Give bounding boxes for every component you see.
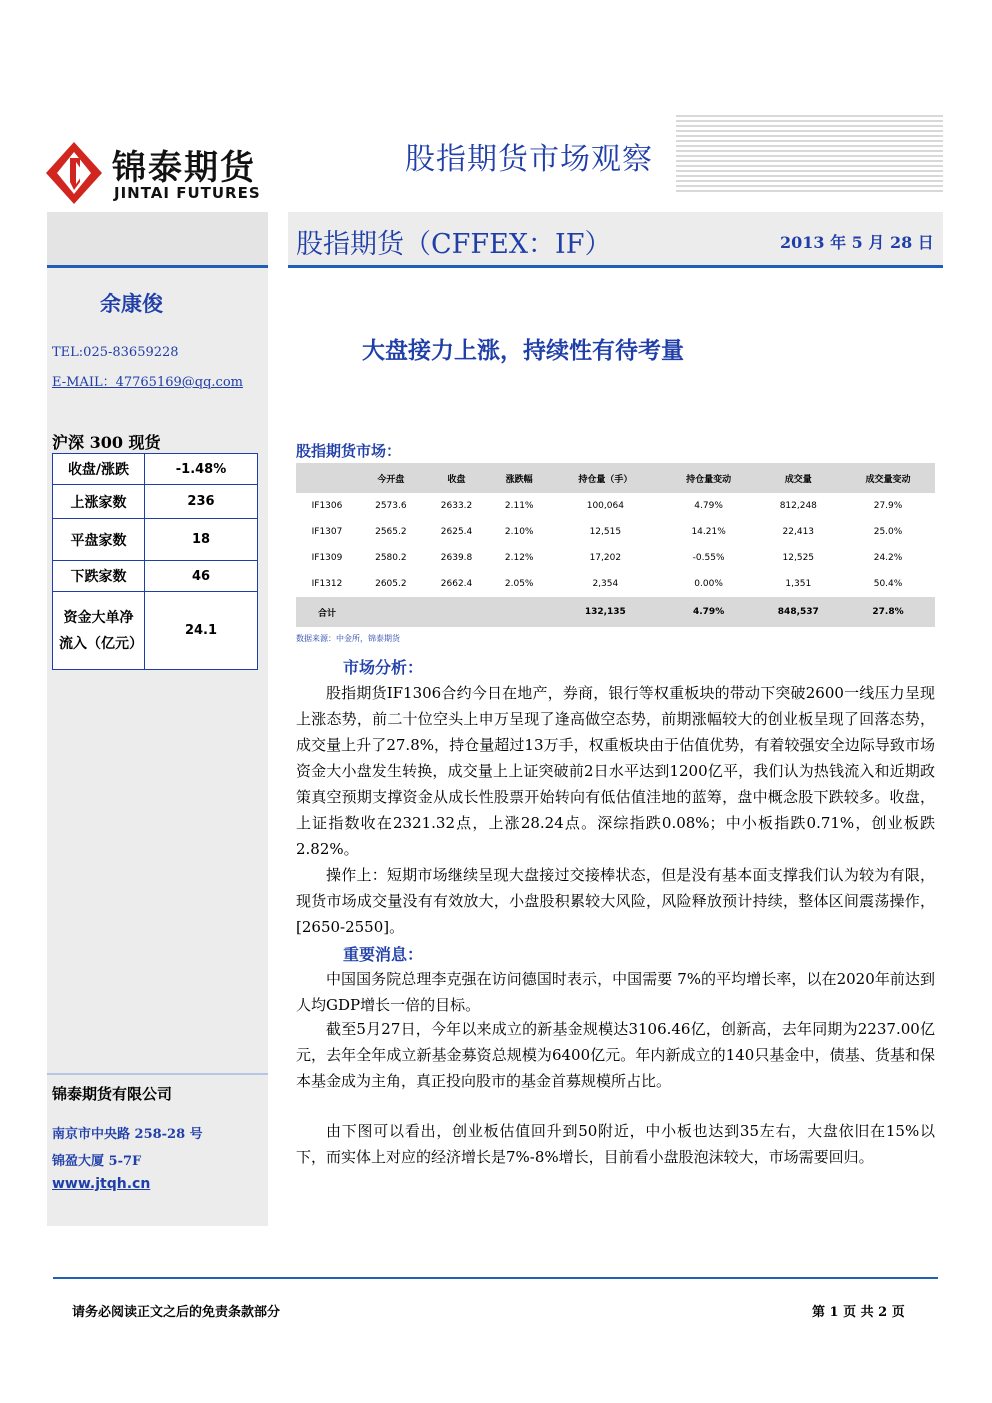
table-cell bbox=[489, 597, 549, 627]
table-cell: 17,202 bbox=[589, 553, 622, 563]
report-subtitle: 股指期货（CFFEX：IF） bbox=[296, 229, 612, 260]
disclaimer-note: 请务必阅读正文之后的免责条款部分 bbox=[72, 1305, 281, 1320]
table-row bbox=[296, 493, 935, 519]
table-cell: 2580.2 bbox=[375, 553, 407, 563]
footer-divider bbox=[53, 1277, 938, 1279]
table-cell: 4.79% bbox=[662, 597, 756, 627]
spot-section-title: 沪深 300 现货 bbox=[52, 433, 161, 452]
analysis-section-title: 市场分析： bbox=[343, 658, 424, 677]
table-cell: IF1306 bbox=[311, 501, 343, 511]
table-row bbox=[53, 519, 258, 561]
table-cell: IF1309 bbox=[311, 553, 343, 563]
table-cell: 2662.4 bbox=[440, 579, 473, 589]
spot-key: 下跌家数 bbox=[53, 561, 145, 592]
table-cell: 12,515 bbox=[589, 527, 622, 537]
table-cell: 14.21% bbox=[691, 527, 726, 537]
column-header: 持仓量（手） bbox=[549, 463, 662, 493]
news-paragraph: 中国国务院总理李克强在访问德国时表示，中国需要 7%的平均增长率，以在2020年前达到人均GDP增长一倍的目标。 bbox=[296, 970, 935, 1014]
spot-key: 平盘家数 bbox=[53, 519, 145, 561]
analyst-email-link[interactable]: E-MAIL：47765169@qq.com bbox=[52, 375, 243, 390]
table-cell: IF1312 bbox=[311, 579, 343, 589]
market-section-title: 股指期货市场： bbox=[296, 442, 402, 460]
table-cell: 合计 bbox=[296, 597, 358, 627]
table-cell: 2573.6 bbox=[375, 501, 407, 511]
spot-key: 上涨家数 bbox=[53, 485, 145, 519]
news-section-title: 重要消息： bbox=[343, 945, 424, 964]
table-cell: 2605.2 bbox=[375, 579, 407, 589]
company-address-line1: 南京市中央路 258-28 号 bbox=[52, 1127, 203, 1142]
spot-value: -1.48% bbox=[145, 454, 258, 485]
table-row bbox=[53, 454, 258, 485]
jintai-logo-icon bbox=[46, 142, 102, 204]
table-row bbox=[53, 592, 258, 670]
table-cell: 2625.4 bbox=[440, 527, 473, 537]
company-logo bbox=[40, 138, 280, 208]
table-row bbox=[296, 571, 935, 597]
futures-market-table bbox=[296, 463, 935, 627]
table-cell: 2639.8 bbox=[440, 553, 473, 563]
company-divider bbox=[47, 1073, 268, 1075]
column-header bbox=[296, 463, 358, 493]
table-cell: 812,248 bbox=[779, 501, 817, 511]
news-paragraph: 截至5月27日，今年以来成立的新基金规模达3106.46亿，创新高，去年同期为2237.00亿元，去年全年成立新基金募资总规模为6400亿元。年内新成立的140只基金中，债基、货基和保本基金成为主角，真正投向股市的基金首募规模所占比。 bbox=[296, 1020, 935, 1090]
table-row bbox=[296, 545, 935, 571]
spot-summary-table bbox=[52, 453, 258, 670]
spot-key: 收盘/涨跌 bbox=[53, 454, 145, 485]
table-cell: 2.12% bbox=[504, 553, 534, 563]
table-header-row bbox=[296, 463, 935, 493]
company-name: 锦泰期货有限公司 bbox=[52, 1085, 173, 1103]
analyst-tel: TEL:025-83659228 bbox=[52, 345, 179, 360]
spot-value: 24.1 bbox=[145, 592, 258, 670]
operation-paragraph: 操作上：短期市场继续呈现大盘接过交接棒状态，但是没有基本面支撑我们认为较为有限，现货市场成交量没有有效放大，小盘股积累较大风险，风险释放预计持续，整体区间震荡操作，[2650-2550]。 bbox=[296, 866, 935, 936]
table-row bbox=[53, 561, 258, 592]
table-cell: 0.00% bbox=[694, 579, 723, 589]
table-cell bbox=[424, 597, 490, 627]
table-cell: 1,351 bbox=[785, 579, 812, 589]
table-cell: 50.4% bbox=[873, 579, 903, 589]
table-cell: 2.10% bbox=[504, 527, 534, 537]
company-website-link[interactable]: www.jtqh.cn bbox=[52, 1176, 151, 1192]
header-stripes bbox=[676, 115, 943, 195]
table-cell: 2.05% bbox=[504, 579, 534, 589]
spot-value: 46 bbox=[145, 561, 258, 592]
analysis-paragraph: 股指期货IF1306合约今日在地产，券商，银行等权重板块的带动下突破2600一线压力呈现上涨态势，前二十位空头上申万呈现了逢高做空态势，前期涨幅较大的创业板呈现了回落态势，成交量上升了27.8%，持仓量超过13万手，权重板块由于估值优势，有着较强安全边际导致市场资金大小盘发生转换，成交量上上证突破前2日水平达到1200亿平，我们认为热钱流入和近期政策真空预期支撑资金从成长性股票开始转向有低估值洼地的蓝筹，盘中概念股下跌较多。收盘，上证指数收在2321.32点，上涨28.24点。深综指跌0.08%；中小板指跌0.71%，创业板跌2.82%。 bbox=[296, 684, 935, 858]
table-cell: 2.11% bbox=[504, 501, 534, 511]
table-cell: 4.79% bbox=[694, 501, 723, 511]
table-cell: 27.8% bbox=[841, 597, 935, 627]
table-cell: 22,413 bbox=[782, 527, 815, 537]
logo-english-name: JINTAI FUTURES bbox=[114, 184, 261, 202]
table-cell: 12,525 bbox=[782, 553, 815, 563]
table-cell: 2633.2 bbox=[440, 501, 473, 511]
table-cell: 25.0% bbox=[873, 527, 903, 537]
spot-value: 18 bbox=[145, 519, 258, 561]
article-headline: 大盘接力上涨，持续性有待考量 bbox=[362, 337, 684, 364]
column-header: 今开盘 bbox=[358, 463, 424, 493]
logo-chinese-name: 锦泰期货 bbox=[112, 148, 256, 188]
analyst-name: 余康俊 bbox=[100, 291, 163, 316]
spot-key: 资金大单净流入（亿元） bbox=[53, 592, 145, 670]
table-cell: 100,064 bbox=[586, 501, 624, 511]
table-cell: IF1307 bbox=[311, 527, 343, 537]
table-cell: 2,354 bbox=[592, 579, 619, 589]
sidebar-header-bar bbox=[47, 212, 268, 268]
table-cell: 132,135 bbox=[549, 597, 662, 627]
table-row bbox=[296, 519, 935, 545]
data-source-note: 数据来源：中金所，锦泰期货 bbox=[296, 634, 400, 643]
spot-value: 236 bbox=[145, 485, 258, 519]
column-header: 成交量变动 bbox=[841, 463, 935, 493]
company-address-line2: 锦盈大厦 5-7F bbox=[52, 1154, 142, 1169]
table-cell: 27.9% bbox=[873, 501, 903, 511]
table-cell: 24.2% bbox=[873, 553, 903, 563]
column-header: 成交量 bbox=[756, 463, 842, 493]
table-cell: 848,537 bbox=[756, 597, 842, 627]
column-header: 涨跌幅 bbox=[489, 463, 549, 493]
table-cell: -0.55% bbox=[692, 553, 725, 563]
table-cell: 2565.2 bbox=[375, 527, 407, 537]
table-total-row bbox=[296, 597, 935, 627]
page-indicator: 第 1 页 共 2 页 bbox=[812, 1305, 905, 1320]
table-row bbox=[53, 485, 258, 519]
column-header: 收盘 bbox=[424, 463, 490, 493]
report-date: 2013 年 5 月 28 日 bbox=[780, 233, 934, 252]
valuation-paragraph: 由下图可以看出，创业板估值回升到50附近，中小板也达到35左右，大盘依旧在15%以下，而实体上对应的经济增长是7%-8%增长，目前看小盘股泡沫较大，市场需要回归。 bbox=[296, 1122, 935, 1166]
column-header: 持仓量变动 bbox=[662, 463, 756, 493]
table-cell bbox=[358, 597, 424, 627]
report-title: 股指期货市场观察 bbox=[405, 142, 653, 177]
